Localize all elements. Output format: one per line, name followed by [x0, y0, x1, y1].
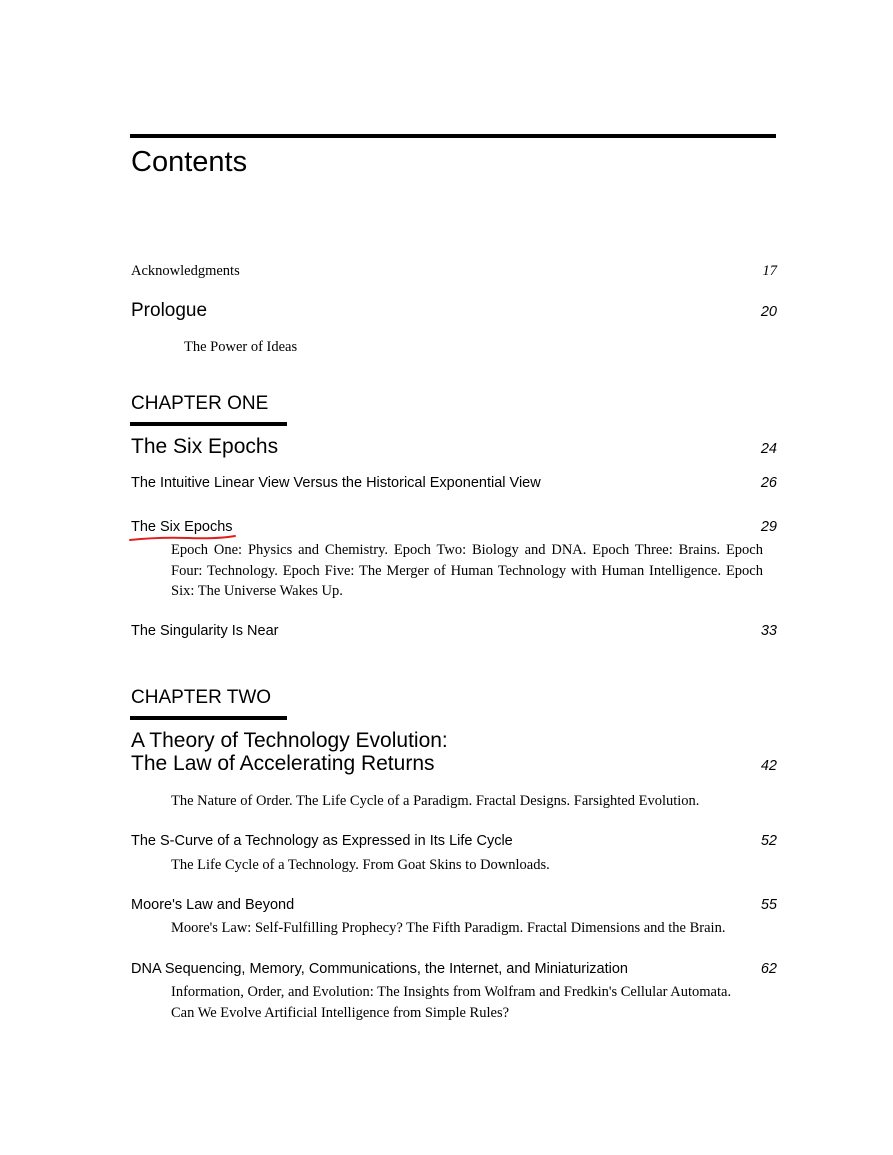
toc-prologue-sub: The Power of Ideas [184, 339, 298, 355]
chapter-one-page: 24 [760, 441, 777, 457]
toc-section-six-epochs[interactable]: The Six Epochs [131, 519, 233, 535]
toc-section-singularity-page: 33 [760, 623, 777, 639]
top-rule [130, 134, 776, 138]
toc-acknowledgments[interactable]: Acknowledgments [131, 263, 240, 279]
page-title: Contents [131, 146, 248, 178]
chapter-two-label: CHAPTER TWO [131, 687, 272, 708]
chapter-two-title-line2[interactable]: The Law of Accelerating Returns [131, 752, 435, 775]
toc-prologue[interactable]: Prologue [131, 300, 208, 321]
toc-section-dna-sequencing[interactable]: DNA Sequencing, Memory, Communications, the Internet, and Miniaturization [131, 961, 629, 977]
toc-prologue-page: 20 [760, 304, 777, 320]
chapter-one-label: CHAPTER ONE [131, 393, 269, 414]
toc-section-s-curve-page: 52 [760, 833, 777, 849]
chapter-two-page: 42 [760, 758, 777, 774]
toc-section-moores-law[interactable]: Moore's Law and Beyond [131, 897, 295, 913]
toc-section-six-epochs-desc: Epoch One: Physics and Chemistry. Epoch Two: Biology and DNA. Epoch Three: Brains. Epoch Four: Technology. Epoch Five: The Merger of Human Technology with Human Intelligence. Epoch Six: The Universe Wakes Up. [171, 542, 763, 599]
toc-section-dna-sequencing-page: 62 [760, 961, 777, 977]
toc-section-dna-sequencing-desc: Information, Order, and Evolution: The Insights from Wolfram and Fredkin's Cellular Automata. Can We Evolve Artificial Intelligence from Simple Rules? [171, 984, 732, 1021]
chapter-two-title-line1[interactable]: A Theory of Technology Evolution: [131, 729, 448, 752]
chapter-one-title[interactable]: The Six Epochs [131, 435, 279, 458]
toc-section-six-epochs-page: 29 [760, 519, 777, 535]
toc-section-moores-law-desc: Moore's Law: Self-Fulfilling Prophecy? The Fifth Paradigm. Fractal Dimensions and the Brain. [171, 920, 726, 936]
toc-section-singularity[interactable]: The Singularity Is Near [131, 623, 279, 639]
chapter-two-intro: The Nature of Order. The Life Cycle of a Paradigm. Fractal Designs. Farsighted Evolution. [171, 793, 700, 809]
chapter-one-rule [130, 422, 287, 426]
toc-section-s-curve-desc: The Life Cycle of a Technology. From Goat Skins to Downloads. [171, 857, 550, 873]
toc-section-linear-view[interactable]: The Intuitive Linear View Versus the Historical Exponential View [131, 475, 541, 491]
toc-section-linear-view-page: 26 [760, 475, 777, 491]
chapter-two-rule [130, 716, 287, 720]
toc-section-s-curve[interactable]: The S-Curve of a Technology as Expressed in Its Life Cycle [131, 833, 513, 849]
toc-acknowledgments-page: 17 [762, 263, 777, 279]
toc-section-moores-law-page: 55 [760, 897, 777, 913]
